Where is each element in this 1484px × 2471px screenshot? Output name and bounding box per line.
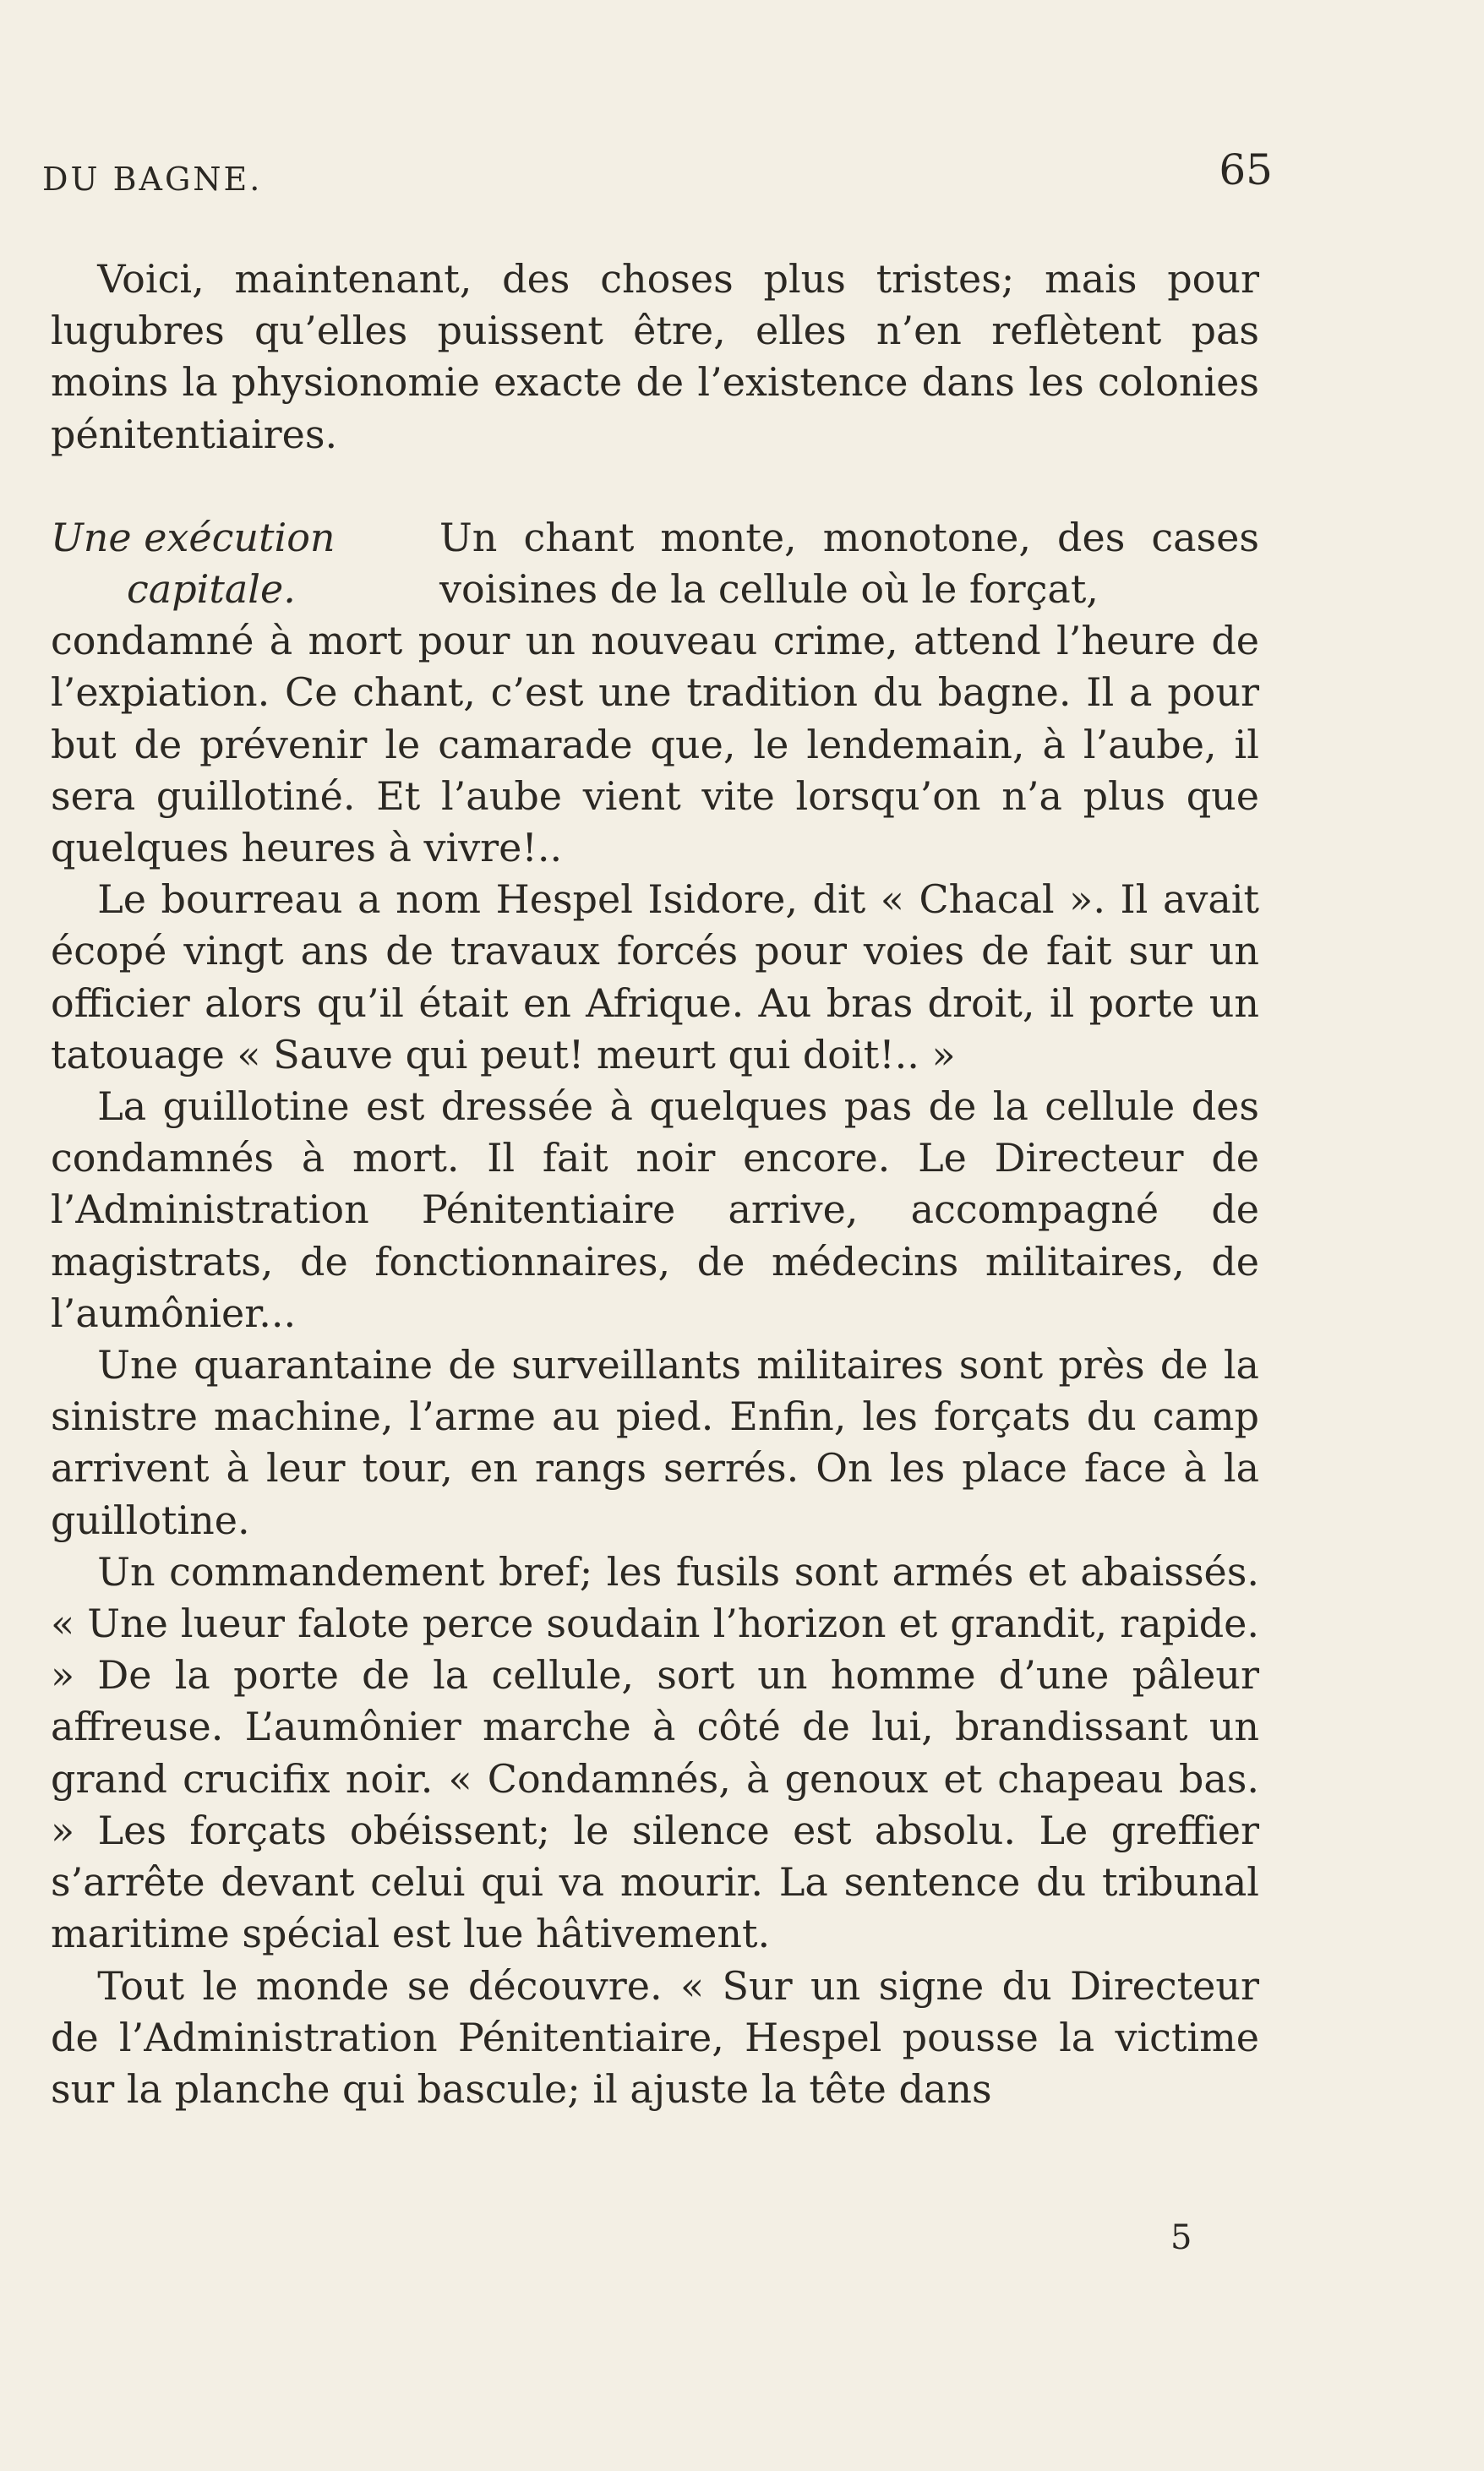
section-lead-text: Un chant monte, monotone, des cases voisines de la cellule où le forçat, <box>439 514 1259 613</box>
section-title-line-2: capitale. <box>127 566 296 613</box>
body-text <box>51 254 1259 2115</box>
section-heading-block <box>51 512 1259 615</box>
section-title-line-1: Une exécution <box>51 514 336 560</box>
section-side-title <box>51 512 439 615</box>
section-continuation: condamné à mort pour un nouveau crime, attend l’heure de l’expiation. Ce chant, c’est une tradition du bagne. Il a pour but de prévenir le camarade que, le lendemain, à l’aube, il sera guillotiné. Et l’aube vient vite lorsqu’on n’a plus que quelques heures à vivre!.. <box>51 618 1259 871</box>
paragraph: La guillotine est dressée à quelques pas de la cellule des condamnés à mort. Il fait noir encore. Le Directeur de l’Administration Pénitentiaire arrive, accompagné de magistrats, de fonctionnaires, de médecins militaires, de l’aumônier... <box>51 1083 1259 1336</box>
paragraph: Le bourreau a nom Hespel Isidore, dit « Chacal ». Il avait écopé vingt ans de travaux forcés pour voies de fait sur un officier alors qu’il était en Afrique. Au bras droit, il porte un tatouage « Sauve qui peut! meurt qui doit!.. » <box>51 876 1259 1077</box>
intro-paragraph: Voici, maintenant, des choses plus tristes; mais pour lugubres qu’elles puissent être, elles n’en reflètent pas moins la physionomie exacte de l’existence dans les colonies pénitentiaires. <box>51 256 1259 457</box>
paragraph: Une quarantaine de surveillants militaires sont près de la sinistre machine, l’arme au pied. Enfin, les forçats du camp arrivent à leur tour, en rangs serrés. On les place face à la guillotine. <box>51 1342 1259 1543</box>
running-head: DU BAGNE. <box>42 161 263 198</box>
paragraph: Un commandement bref; les fusils sont armés et abaissés. « Une lueur falote perce soudain l’horizon et grandit, rapide. » De la porte de la cellule, sort un homme d’une pâleur affreuse. L’aumônier marche à côté de lui, brandissant un grand crucifix noir. « Condamnés, à genoux et chapeau bas. » Les forçats obéissent; le silence est absolu. Le greffier s’arrête devant celui qui va mourir. La sentence du tribunal maritime spécial est lue hâtivement. <box>51 1548 1259 1957</box>
paragraph: Tout le monde se découvre. « Sur un signe du Directeur de l’Administration Pénitentiaire, Hespel pousse la victime sur la planche qui bascule; il ajuste la tête dans <box>51 1962 1259 2112</box>
signature-mark: 5 <box>1170 2218 1192 2257</box>
page-number: 65 <box>1219 145 1273 194</box>
